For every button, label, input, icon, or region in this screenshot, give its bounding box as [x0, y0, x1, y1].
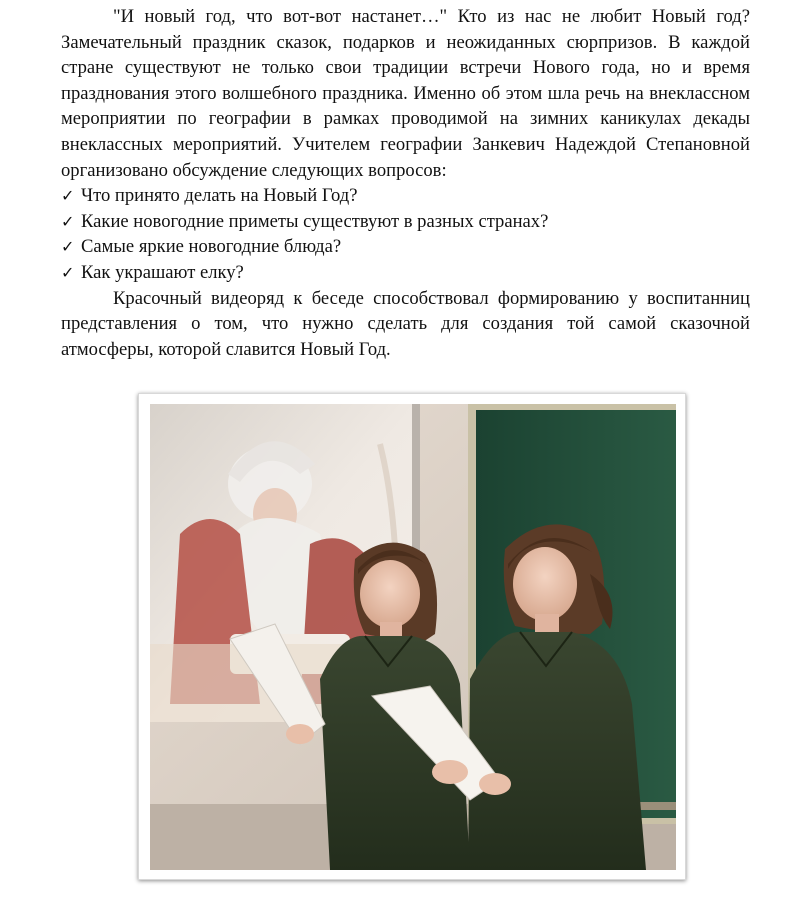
checkmark-icon: ✓ — [61, 237, 75, 257]
questions-list — [61, 183, 750, 285]
question-item — [61, 234, 750, 260]
question-text: Самые яркие новогодние блюда? — [81, 236, 342, 258]
question-text: Какие новогодние приметы существуют в разных странах? — [81, 210, 549, 232]
photo-illustration — [150, 404, 676, 870]
closing-paragraph: Красочный видеоряд к беседе способствовал формированию у воспитанниц представления о том, что нужно сделать для создания той самой сказочной атмосферы, которой славится Новый Год. — [61, 287, 750, 360]
checkmark-icon: ✓ — [61, 262, 75, 282]
intro-paragraph: "И новый год, что вот-вот настанет…" Кто из нас не любит Новый год? Замечательный праздник сказок, подарков и неожиданных сюрпризов. В каждой стране существуют не только свои традиции встречи Нового года, но и время празднования этого волшебного праздника. Именно об этом шла речь на внеклассном мероприятии по географии в рамках проводимой на зимних каникулах декады внеклассных мероприятий. Учителем географии Занкевич Надеждой Степановной организовано обсуждение следующих вопросов: — [61, 6, 750, 181]
question-item — [61, 260, 750, 286]
event-photo — [150, 404, 676, 870]
checkmark-icon: ✓ — [61, 211, 75, 231]
question-text: Что принято делать на Новый Год? — [81, 185, 358, 207]
question-item — [61, 209, 750, 235]
question-item — [61, 183, 750, 209]
photo-frame — [138, 393, 686, 880]
checkmark-icon: ✓ — [61, 186, 75, 206]
question-text: Как украшают елку? — [81, 261, 244, 283]
article-text — [61, 4, 750, 362]
